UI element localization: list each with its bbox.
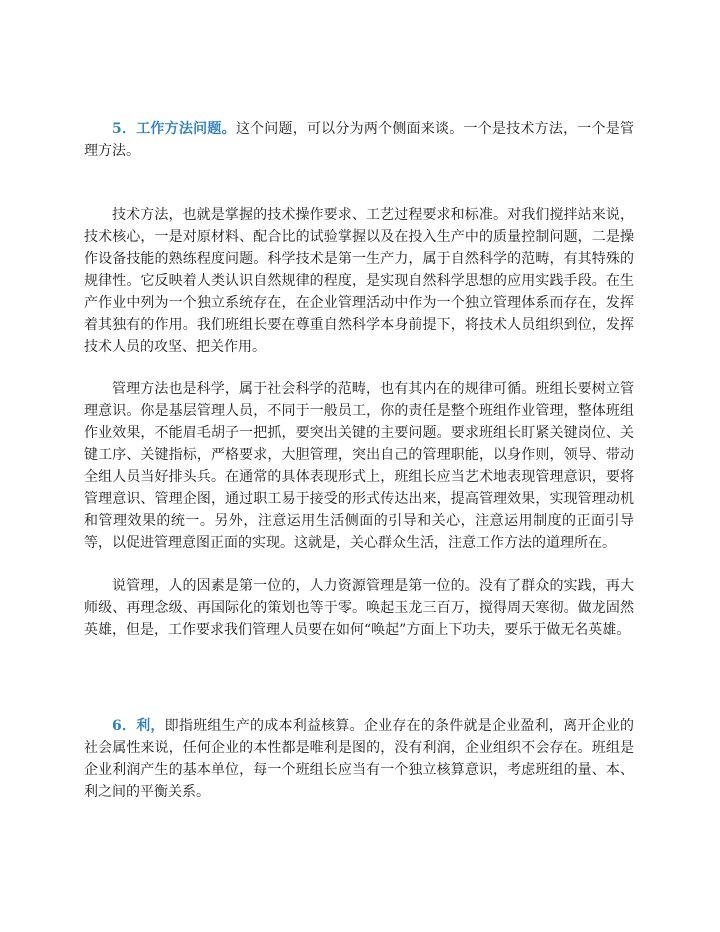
paragraph-technical-methods bbox=[84, 204, 634, 358]
paragraph-text: 管理方法也是科学，属于社会科学的范畴，也有其内在的规律可循。班组长要树立管理意识。你是基层管理人员，不同于一般员工，你的责任是整个班组作业管理，整体班组作业效果，不能眉毛胡子一把抓，要突出关键的主要问题。要求班组长盯紧关键岗位、关键工序、关键指标，严格要求，大胆管理，突出自己的管理职能，以身作则，领导、带动全组人员当好排头兵。在通常的具体表现形式上，班组长应当艺术地表现管理意识，要将管理意识、管理企图，通过职工易于接受的形式传达出来，提高管理效果，实现管理动机和管理效果的统一。另外，注意运用生活侧面的引导和关心，注意运用制度的正面引导等，以促进管理意图正面的实现。这就是，关心群众生活，注意工作方法的道理所在。 bbox=[84, 381, 634, 551]
paragraph-management-methods bbox=[84, 378, 634, 554]
paragraph-text: 即指班组生产的成本利益核算。企业存在的条件就是企业盈利，离开企业的社会属性来说，任何企业的本性都是唯利是图的，没有利润，企业组织不会存在。班组是企业利润产生的基本单位，每一个班组长应当有一个独立核算意识，考虑班组的量、本、利之间的平衡关系。 bbox=[84, 718, 635, 800]
paragraph-work-methods bbox=[84, 118, 634, 162]
section-heading-profit: 6．利， bbox=[112, 718, 165, 734]
section-heading-work-methods: 5．工作方法问题。 bbox=[112, 121, 236, 137]
paragraph-profit bbox=[84, 715, 634, 803]
paragraph-human-factor bbox=[84, 575, 634, 641]
paragraph-text: 说管理，人的因素是第一位的，人力资源管理是第一位的。没有了群众的实践，再大师级、再理念级、再国际化的策划也等于零。唤起玉龙三百万，搅得周天寒彻。做龙固然英雄，但是，工作要求我们管理人员要在如何“唤起”方面上下功夫，要乐于做无名英雄。 bbox=[84, 578, 634, 638]
paragraph-text: 技术方法，也就是掌握的技术操作要求、工艺过程要求和标准。对我们搅拌站来说，技术核心，一是对原材料、配合比的试验掌握以及在投入生产中的质量控制问题，二是操作设备技能的熟练程度问题。科学技术是第一生产力，属于自然科学的范畴，有其特殊的规律性。它反映着人类认识自然规律的程度，是实现自然科学思想的应用实践手段。在生产作业中列为一个独立系统存在，在企业管理活动中作为一个独立管理体系而存在，发挥着其独有的作用。我们班组长要在尊重自然科学本身前提下，将技术人员组织到位，发挥技术人员的攻坚、把关作用。 bbox=[84, 207, 634, 355]
paragraph-text: 这个问题，可以分为两个侧面来谈。一个是技术方法，一个是管理方法。 bbox=[84, 121, 634, 159]
